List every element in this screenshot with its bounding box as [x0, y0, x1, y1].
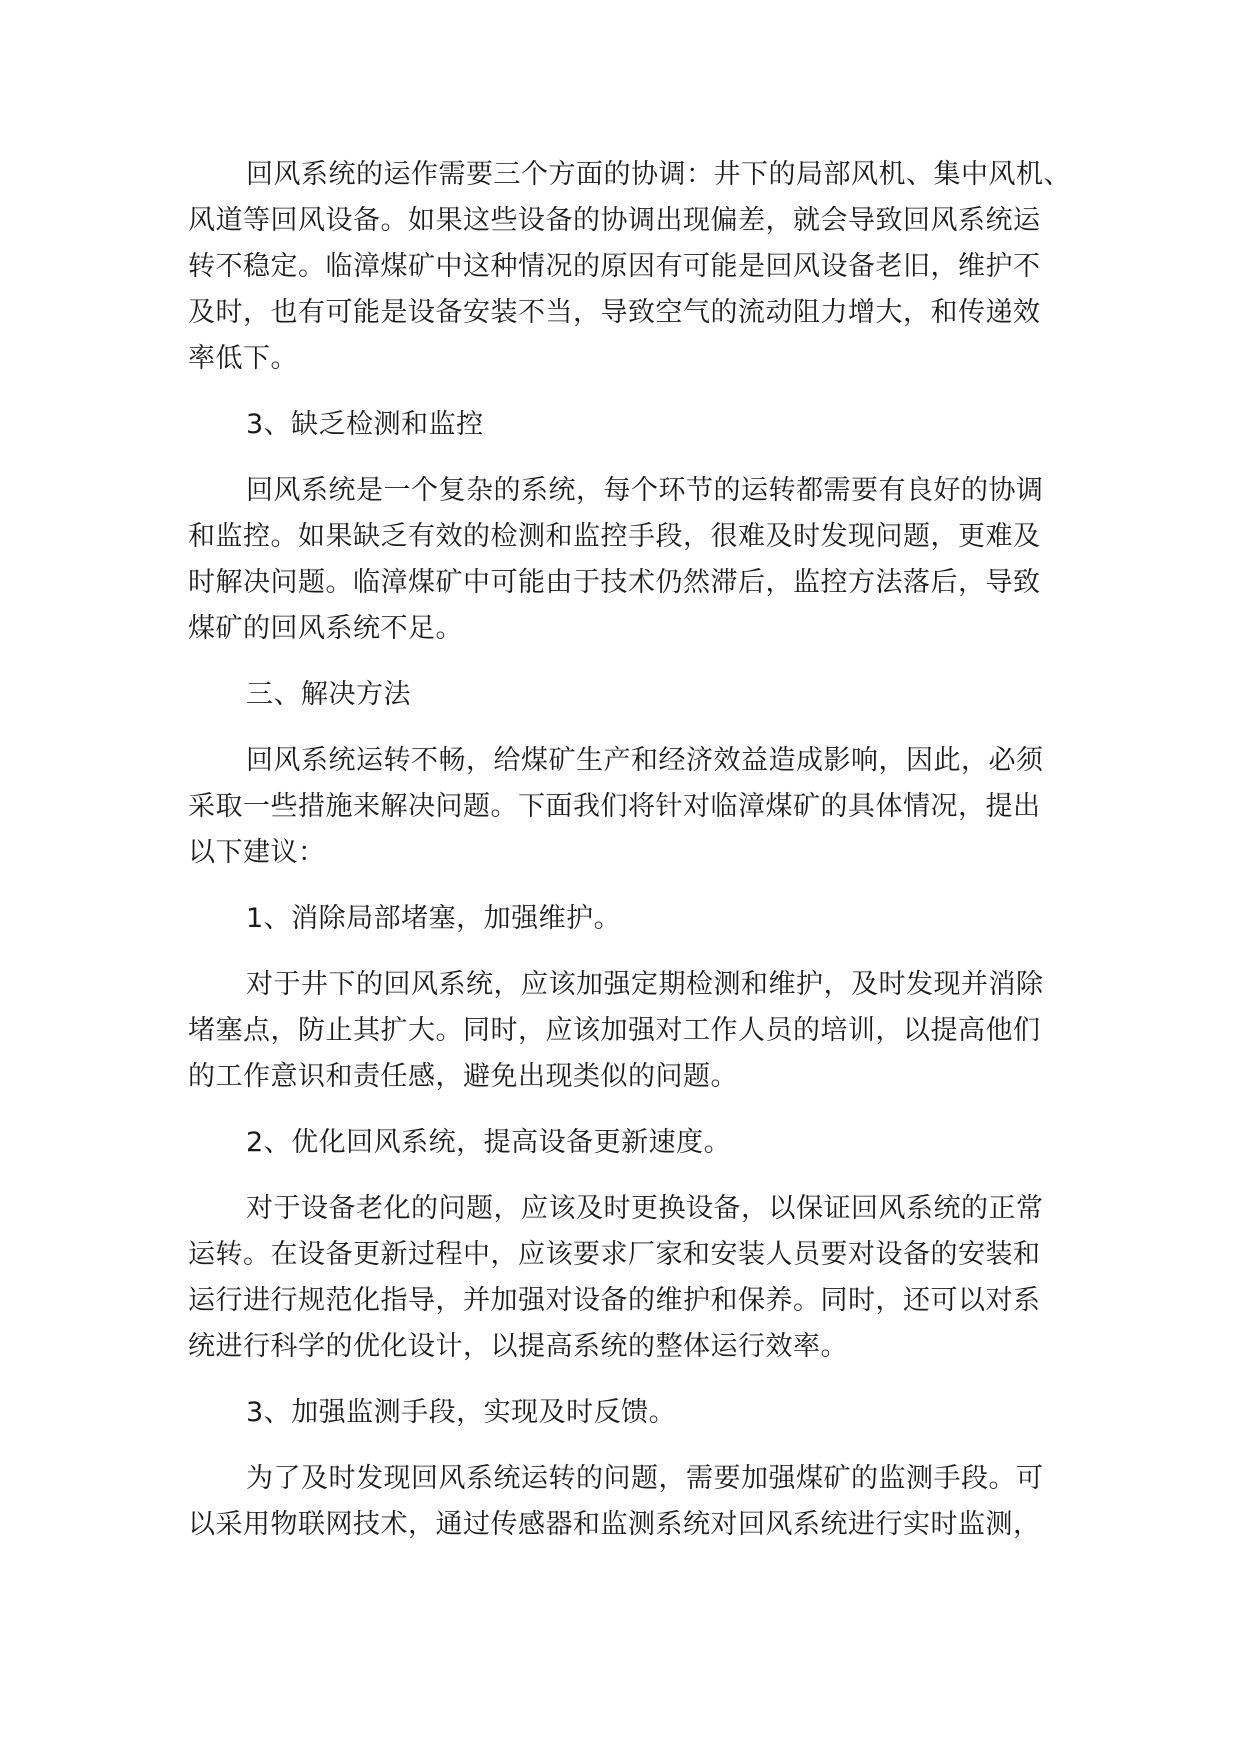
paragraph-line: 对于设备老化的问题，应该及时更换设备，以保证回风系统的正常 [246, 1193, 1044, 1224]
paragraph-line: 的工作意识和责任感，避免出现类似的问题。 [188, 1061, 738, 1092]
section-heading [188, 1390, 1038, 1436]
paragraph [188, 1186, 1044, 1370]
paragraph-line: 回风系统是一个复杂的系统，每个环节的运转都需要有良好的协调 [246, 475, 1044, 506]
section-heading [188, 1120, 1038, 1166]
paragraph-line: 和监控。如果缺乏有效的检测和监控手段，很难及时发现问题，更难及 [188, 521, 1041, 552]
section-heading [188, 672, 1038, 718]
paragraph-line: 对于井下的回风系统，应该加强定期检测和维护，及时发现并消除 [246, 969, 1044, 1000]
paragraph-line: 以采用物联网技术，通过传感器和监测系统对回风系统进行实时监测， [188, 1509, 1041, 1540]
paragraph [188, 468, 1044, 652]
heading-text: 三、解决方法 [246, 679, 411, 710]
paragraph-line: 及时，也有可能是设备安装不当，导致空气的流动阻力增大，和传递效 [188, 297, 1041, 328]
paragraph-line: 回风系统的运作需要三个方面的协调：井下的局部风机、集中风机、 [246, 159, 1071, 190]
paragraph-line: 风道等回风设备。如果这些设备的协调出现偏差，就会导致回风系统运 [188, 205, 1041, 236]
paragraph [188, 1456, 1044, 1548]
section-heading [188, 402, 1038, 448]
paragraph-line: 回风系统运转不畅，给煤矿生产和经济效益造成影响，因此，必须 [246, 745, 1044, 776]
section-heading [188, 896, 1038, 942]
heading-text: 3、缺乏检测和监控 [246, 409, 484, 440]
document-body [188, 152, 1071, 1568]
heading-text: 1、消除局部堵塞，加强维护。 [246, 903, 622, 934]
paragraph [188, 962, 1044, 1100]
paragraph-line: 率低下。 [188, 343, 298, 374]
paragraph-line: 统进行科学的优化设计，以提高系统的整体运行效率。 [188, 1331, 848, 1362]
paragraph-line: 为了及时发现回风系统运转的问题，需要加强煤矿的监测手段。可 [246, 1463, 1044, 1494]
paragraph-line: 以下建议： [188, 837, 326, 868]
paragraph [188, 738, 1044, 876]
paragraph-line: 时解决问题。临漳煤矿中可能由于技术仍然滞后，监控方法落后，导致 [188, 567, 1041, 598]
paragraph-line: 采取一些措施来解决问题。下面我们将针对临漳煤矿的具体情况，提出 [188, 791, 1041, 822]
paragraph-line: 煤矿的回风系统不足。 [188, 613, 463, 644]
heading-text: 3、加强监测手段，实现及时反馈。 [246, 1397, 677, 1428]
paragraph [188, 152, 1071, 382]
paragraph-line: 堵塞点，防止其扩大。同时，应该加强对工作人员的培训，以提高他们 [188, 1015, 1041, 1046]
paragraph-line: 运行进行规范化指导，并加强对设备的维护和保养。同时，还可以对系 [188, 1285, 1041, 1316]
paragraph-line: 运转。在设备更新过程中，应该要求厂家和安装人员要对设备的安装和 [188, 1239, 1041, 1270]
heading-text: 2、优化回风系统，提高设备更新速度。 [246, 1127, 732, 1158]
paragraph-line: 转不稳定。临漳煤矿中这种情况的原因有可能是回风设备老旧，维护不 [188, 251, 1041, 282]
